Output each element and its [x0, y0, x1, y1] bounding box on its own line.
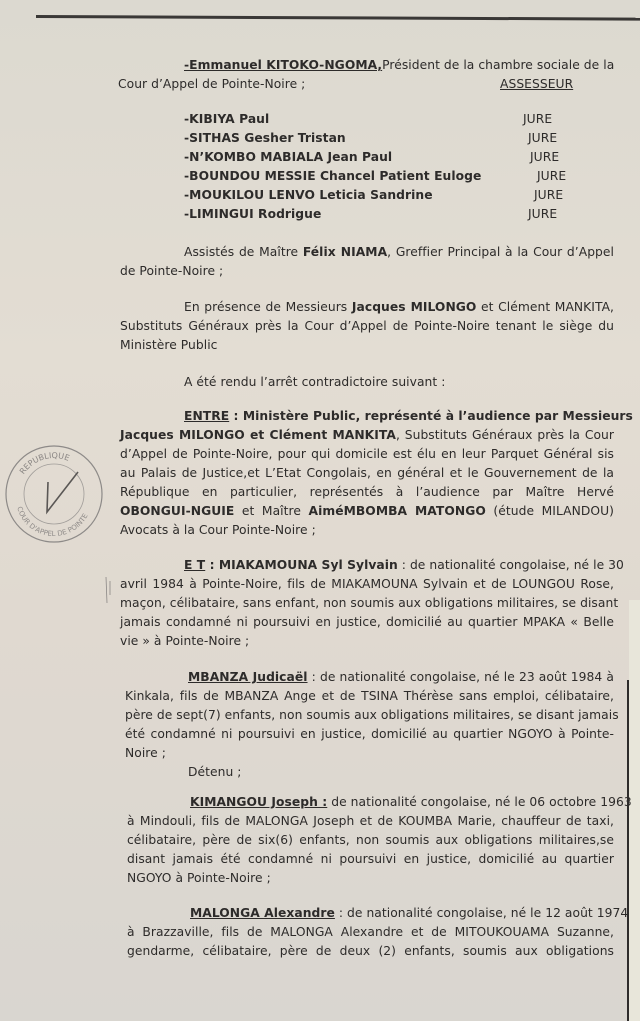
malonga-line-3: gendarme, célibataire, père de deux (2) enfants, soumis aux obligations	[127, 944, 614, 958]
et-line-5: vie » à Pointe-Noire ;	[120, 634, 250, 648]
juror-name: -KIBIYA Paul	[184, 112, 270, 126]
page-edge-line	[627, 680, 629, 1021]
et-line-2: avril 1984 à Pointe-Noire, fils de MIAKAMOUNA Sylvain et de LOUNGOU Rose,	[120, 577, 614, 591]
defendant-name: MBANZA Judicaël	[188, 670, 308, 684]
top-rule-divider	[36, 15, 640, 21]
et-line-4: jamais condamné ni poursuivi en justice, domicilié au quartier MPAKA « Belle	[120, 615, 614, 629]
entre-line-4: au Palais de Justice,et L’Etat Congolais, en général et le Gouvernement de la	[120, 466, 614, 480]
juror-role: JURE	[523, 112, 553, 126]
assesseur-label: ASSESSEUR	[500, 77, 574, 91]
president-name: -Emmanuel KITOKO-NGOMA,	[184, 58, 383, 72]
et-rest: : de nationalité congolaise, né le 30	[397, 558, 624, 572]
juror-name: -N’KOMBO MABIALA Jean Paul	[184, 150, 393, 164]
president-court: Cour d’Appel de Pointe-Noire ;	[118, 77, 306, 91]
president-title: Président de la chambre sociale de la	[382, 58, 615, 72]
entre-rest: (étude MILANDOU)	[485, 504, 614, 518]
margin-pencil-mark	[104, 575, 112, 615]
official-stamp-icon	[2, 442, 106, 546]
defendant-name: MALONGA Alexandre	[190, 906, 335, 920]
svg-text:REPUBLIQUE: REPUBLIQUE	[17, 450, 71, 476]
mbanza-line-5: Noire ;	[125, 746, 166, 760]
juror-name: -MOUKILOU LENVO Leticia Sandrine	[184, 188, 433, 202]
substitute-name: Jacques MILONGO	[351, 300, 477, 314]
entre-rest: , Substituts Généraux près la Cour	[395, 428, 614, 442]
malonga-line-1	[190, 904, 629, 923]
malonga-rest: : de nationalité congolaise, né le 12 août 1974	[334, 906, 629, 920]
entre-label: ENTRE	[184, 409, 230, 423]
arret-line: A été rendu l’arrêt contradictoire suivant :	[184, 375, 446, 389]
defendant-name: KIMANGOU Joseph :	[190, 795, 328, 809]
juror-role: JURE	[537, 169, 567, 183]
kimangou-line-4: disant jamais été condamné ni poursuivi en justice, domicilié au quartier	[127, 852, 614, 866]
greffier-line-2: de Pointe-Noire ;	[120, 264, 224, 278]
presence-line-2: Substituts Généraux près la Cour d’Appel de Pointe-Noire tenant le siège du	[120, 319, 614, 333]
entre-line-6	[120, 502, 614, 521]
juror-name: -BOUNDOU MESSIE Chancel Patient Euloge	[184, 169, 482, 183]
mbanza-line-3: père de sept(7) enfants, non soumis aux obligations militaires, se disant jamais	[125, 708, 619, 722]
juror-role: JURE	[530, 150, 560, 164]
entre-line-7: Avocats à la Cour Pointe-Noire ;	[120, 523, 316, 537]
juror-name: -SITHAS Gesher Tristan	[184, 131, 346, 145]
kimangou-line-5: NGOYO à Pointe-Noire ;	[127, 871, 271, 885]
juror-role: JURE	[528, 207, 558, 221]
lawyer-name: AiméMBOMBA MATONGO	[308, 504, 486, 518]
kimangou-line-2: à Mindouli, fils de MALONGA Joseph et de KOUMBA Marie, chauffeur de taxi,	[127, 814, 614, 828]
et-line-1	[184, 556, 624, 575]
defendant-name: : MIAKAMOUNA Syl Sylvain	[205, 558, 398, 572]
et-label: E T	[184, 558, 206, 572]
entre-mid: et Maître	[234, 504, 309, 518]
mbanza-rest: : de nationalité congolaise, né le 23 août 1984 à	[307, 670, 614, 684]
mbanza-line-2: Kinkala, fils de MBANZA Ange et de TSINA Thérèse sans emploi, célibataire,	[125, 689, 614, 703]
entre-line-2	[120, 426, 614, 445]
greffier-title: , Greffier Principal à la Cour d’Appel	[387, 245, 614, 259]
mbanza-line-4: été condamné ni poursuivi en justice, domicilié au quartier NGOYO à Pointe-	[125, 727, 614, 741]
juror-name: -LIMINGUI Rodrigue	[184, 207, 322, 221]
lawyer-name: OBONGUI-NGUIE	[120, 504, 235, 518]
page-edge	[629, 600, 640, 1021]
greffier-line	[184, 243, 614, 262]
greffier-name: Félix NIAMA	[302, 245, 388, 259]
entre-line-3: d’Appel de Pointe-Noire, pour qui domicile est élu en leur Parquet Général sis	[120, 447, 614, 461]
kimangou-rest: de nationalité congolaise, né le 06 octobre 1963	[327, 795, 632, 809]
entre-party: : Ministère Public, représenté à l’audience par Messieurs	[229, 409, 633, 423]
juror-role: JURE	[528, 131, 558, 145]
entre-line-1	[184, 407, 633, 426]
et-line-3: maçon, célibataire, sans enfant, non soumis aux obligations militaires, se disant	[120, 596, 619, 610]
substitute-names: Jacques MILONGO et Clément MANKITA	[120, 428, 396, 442]
detention-status: Détenu ;	[188, 765, 242, 779]
svg-text:COUR D'APPEL DE POINTE: COUR D'APPEL DE POINTE	[15, 505, 90, 539]
president-line	[184, 56, 614, 75]
mbanza-line-1	[188, 668, 614, 687]
presence-line	[184, 298, 614, 317]
greffier-prefix: Assistés de Maître	[184, 245, 303, 259]
presence-line-3: Ministère Public	[120, 338, 218, 352]
malonga-line-2: à Brazzaville, fils de MALONGA Alexandre et de MITOUKOUAMA Suzanne,	[127, 925, 614, 939]
juror-role: JURE	[534, 188, 564, 202]
kimangou-line-1	[190, 793, 632, 812]
entre-line-5: République en particulier, représentés à l’audience par Maître Hervé	[120, 485, 614, 499]
presence-prefix: En présence de Messieurs	[184, 300, 352, 314]
kimangou-line-3: célibataire, père de six(6) enfants, non soumis aux obligations militaires,se	[127, 833, 614, 847]
presence-rest: et Clément MANKITA,	[476, 300, 614, 314]
